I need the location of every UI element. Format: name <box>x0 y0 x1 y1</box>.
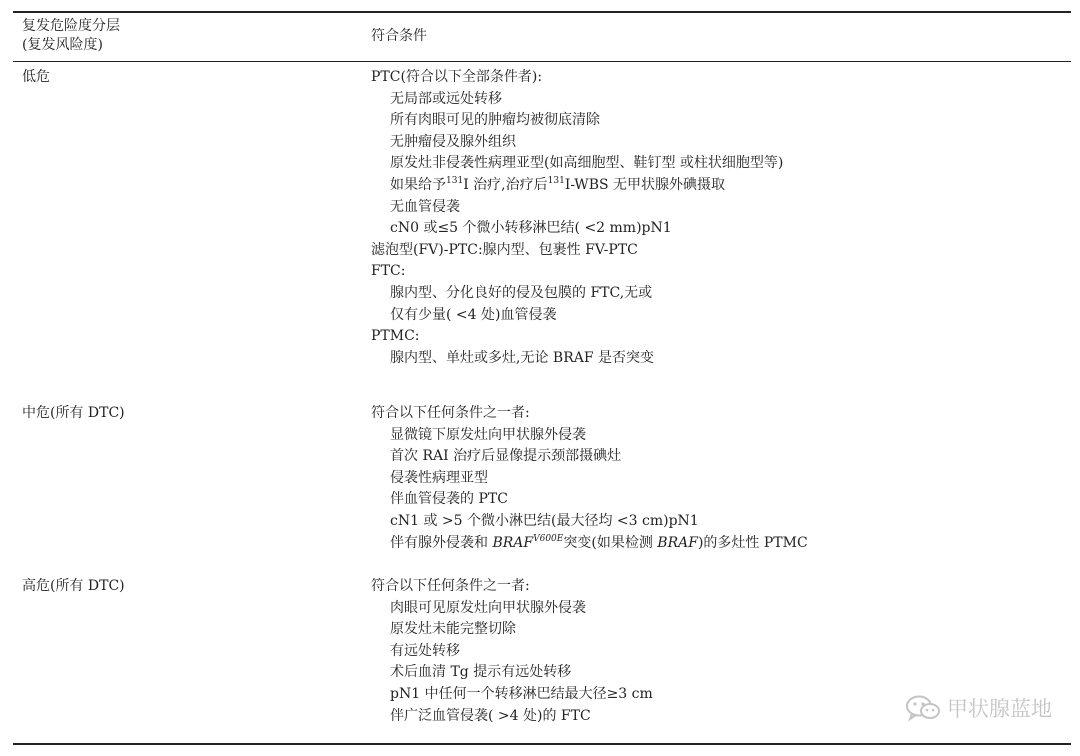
list-item: 无局部或远处转移 <box>390 90 502 107</box>
rai-uptake-item: 如果给予$^{131}$I 治疗,治疗后$^{131}$I-WBS 无甲状腺外碘摄取 <box>390 175 726 193</box>
table-top-rule <box>13 11 1071 13</box>
list-item: 侵袭性病理亚型 <box>390 469 488 486</box>
ftc-heading: FTC: <box>371 263 406 280</box>
list-item: 所有肉眼可见的肿瘤均被彻底清除 <box>390 112 600 129</box>
list-item: 伴血管侵袭的 PTC <box>390 491 508 508</box>
list-item: 有远处转移 <box>390 642 460 659</box>
header-risk-level-line2: (复发风险度) <box>22 37 103 53</box>
list-item: 显微镜下原发灶向甲状腺外侵袭 <box>390 426 586 443</box>
watermark-text: 甲状腺蓝地 <box>947 697 1052 721</box>
list-item: 无血管侵袭 <box>390 198 460 215</box>
list-item: 腺内型、单灶或多灶,无论 BRAF 是否突变 <box>390 349 655 366</box>
row-mid-risk-criteria <box>371 403 808 554</box>
header-risk-level-line1: 复发危险度分层 <box>22 18 120 34</box>
row-low-risk-criteria <box>371 67 783 369</box>
ptmc-heading: PTMC: <box>371 328 420 345</box>
row-low-risk-label: 低危 <box>22 69 50 85</box>
header-criteria: 符合条件 <box>371 28 427 44</box>
fv-ptc-line: 滤泡型(FV)-PTC:腺内型、包裹性 FV-PTC <box>371 241 638 258</box>
header-risk-level <box>22 17 120 55</box>
mid-heading: 符合以下任何条件之一者: <box>371 405 530 421</box>
list-item: pN1 中任何一个转移淋巴结最大径≥3 cm <box>390 685 653 702</box>
list-item: 肉眼可见原发灶向甲状腺外侵袭 <box>390 599 586 616</box>
list-item: 原发灶非侵袭性病理亚型(如高细胞型、鞋钉型 或柱状细胞型等) <box>390 155 784 172</box>
row-mid-risk-label: 中危(所有 DTC) <box>22 405 125 421</box>
ptc-heading: PTC(符合以下全部条件者): <box>371 69 543 85</box>
list-item: 腺内型、分化良好的侵及包膜的 FTC,无或 <box>390 284 653 301</box>
row-high-risk-criteria <box>371 576 653 727</box>
list-item: 原发灶未能完整切除 <box>390 621 516 638</box>
list-item: cN0 或≤5 个微小转移淋巴结( <2 mm)pN1 <box>390 220 672 237</box>
table-header-rule <box>13 61 1071 62</box>
list-item: 伴广泛血管侵袭( >4 处)的 FTC <box>390 707 591 724</box>
high-heading: 符合以下任何条件之一者: <box>371 578 530 594</box>
row-high-risk-label: 高危(所有 DTC) <box>22 578 125 594</box>
list-item: 术后血清 Tg 提示有远处转移 <box>390 664 572 681</box>
list-item: cN1 或 >5 个微小淋巴结(最大径均 <3 cm)pN1 <box>390 512 699 529</box>
wechat-icon <box>905 694 941 722</box>
list-item: 无肿瘤侵及腺外组织 <box>390 133 516 150</box>
braf-item: 伴有腺外侵袭和 $BRAF^{V600E}$突变(如果检测 BRAF)的多灶性 PTMC <box>390 533 808 551</box>
list-item: 首次 RAI 治疗后显像提示颈部摄碘灶 <box>390 448 622 465</box>
list-item: 仅有少量( <4 处)血管侵袭 <box>390 306 557 323</box>
watermark <box>905 693 1052 723</box>
table-bottom-rule <box>13 743 1071 745</box>
